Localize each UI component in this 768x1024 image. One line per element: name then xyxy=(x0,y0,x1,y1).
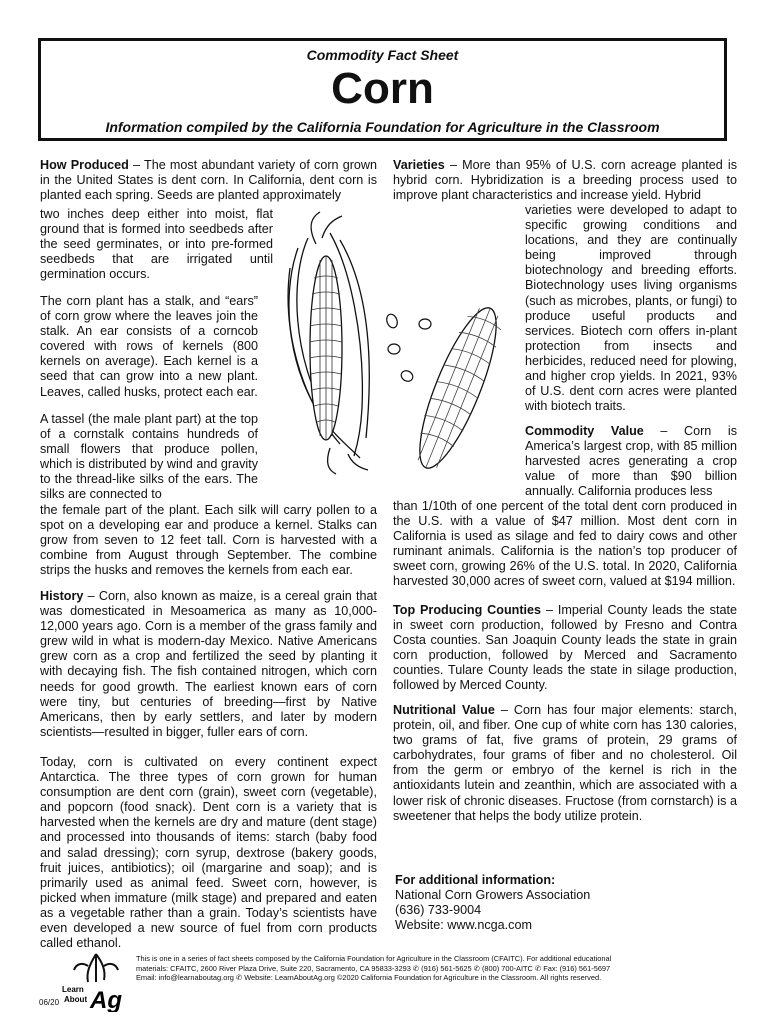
varieties-intro xyxy=(393,158,737,203)
additional-phone: (636) 733-9004 xyxy=(395,903,482,918)
nutritional-text: – Corn has four major elements: starch, protein, oil, and fiber. One cup of white corn has 130 calories, two grams of fat, five grams of protein, 29 grams of carbohydrates, four grams of fiber and no cholesterol. Oil from the germ or embryo of the kernel is rich in the antioxidants lutein and zeanthin, which are associated with a lower risk of chronic diseases. Fructose (from cornstarch) is a sweetener that helps the body utilize protein. xyxy=(393,703,737,823)
footer-line-2: materials: CFAITC, 2600 River Plaza Drive, Suite 220, Sacramento, CA 95833-3293 ✆ (916) 561-5625 ✆ (800) 700-AITC ✆ Fax: (916) 561-5697 xyxy=(136,963,611,973)
history-heading: History xyxy=(40,589,84,603)
how-produced-intro xyxy=(40,158,377,203)
history-text: – Corn, also known as maize, is a cereal grain that was domesticated in Mesoamerica as many as 10,000-12,000 years ago. Corn is a member of the grass family and grew wild in what is modern-day Mexico. Native Americans grew corn as a crop and fertilized the seed by planting it with decaying fish. The fish contained nitrogen, which corn needs for good growth. The earliest known ears of corn were tiny, but centuries of breeding—first by Native Americans, then by early settlers, and later by modern scientists—resulted in bigger, fuller ears of corn. xyxy=(40,589,377,739)
commodity-value-cont: than 1/10th of one percent of the total dent corn produced in the U.S. with a value of $47 million. Most dent corn in California is used as silage and fed to dairy cows and other ruminant animals. California is the nation’s top producer of sweet corn, growing 26% of the U.S. total. In 2020, California harvested 30,000 acres of sweet corn, valued at $194 million. xyxy=(393,499,737,589)
footer-text xyxy=(136,954,736,983)
varieties-text-narrow: varieties were developed to adapt to specific growing conditions and locations, and they are continually being improved through biotechnology and breeding efforts. Biotechnology uses living organisms (such as microbes, plants, or fungi) to produce useful products and services. Biotech corn offers in-plant protection from insects and herbicides, reduced need for plowing, and higher crop yields. In 2021, 93% of U.S. dent corn acres were planted with biotech traits. xyxy=(525,203,737,414)
additional-info xyxy=(395,873,590,933)
top-counties-paragraph xyxy=(393,603,737,694)
additional-org: National Corn Growers Association xyxy=(395,888,591,903)
how-produced-text: – The most abundant variety of corn grown in the United States is dent corn. In California, dent corn is planted each spring. Seeds are planted approximately xyxy=(40,158,378,203)
nutritional-heading: Nutritional Value xyxy=(393,703,495,717)
top-counties-text: – Imperial County leads the state in sweet corn production, followed by Fresno and Contra Costa counties. San Joaquin County leads the state in grain corn production, followed by Merced and Sacramento counties. Tulare County leads the state in silage production, followed by Merced County. xyxy=(393,603,737,693)
varieties-text: – More than 95% of U.S. corn acreage planted is hybrid corn. Hybridization is a breeding process used to improve plant characteristics and increase yield. Hybrid xyxy=(393,158,737,203)
learn-about-ag-logo xyxy=(60,952,130,1012)
header-info: Information compiled by the California Foundation for Agriculture in the Classroom xyxy=(105,119,660,135)
today-paragraph: Today, corn is cultivated on every continent expect Antarctica. The three types of corn grown for human consumption are dent corn (grain), sweet corn (vegetable), and popcorn (food snack). Dent corn is a variety that is harvested when the kernels are dry and mature (dent stage) and processed into thousands of items: starch (baby food and salad dressing); corn syrup, dextrose (bakery goods, fruit juices, antibiotics); oil (margarine and soap); and is primarily used as animal feed. Sweet corn, however, is picked when immature (milk stage) and prepared and eaten as a vegetable rather than a grain. Today’s scientists have even developed a new source of fuel from corn products called ethanol. xyxy=(40,755,377,951)
commodity-value-heading: Commodity Value xyxy=(525,424,644,438)
corn-illustration xyxy=(270,208,516,476)
top-counties-heading: Top Producing Counties xyxy=(393,603,542,617)
footer-line-1: This is one in a series of fact sheets composed by the California Foundation for Agriculture in the Classroom (CFAITC). For additional educational xyxy=(136,954,612,963)
fact-sheet-subtitle: Commodity Fact Sheet xyxy=(306,47,459,63)
tassel-paragraph: A tassel (the male plant part) at the top of a cornstalk contains hundreds of small flowers that produce pollen, which is distributed by wind and gravity to the thread-like silks of the ears. The silks are connected to xyxy=(40,412,258,502)
corn-kernels-icon xyxy=(385,313,431,384)
additional-info-heading: For additional information: xyxy=(395,873,556,887)
logo-text-about: About xyxy=(64,995,88,1004)
how-produced-text-narrow: two inches deep either into moist, flat ground that is formed into seedbeds after the seed germinates, or into pre-formed seedbeds that are irrigated until germination occurs. xyxy=(40,207,273,282)
tassel-paragraph-cont: the female part of the plant. Each silk will carry pollen to a spot on a developing ear and produce a kernel. Stalks can grow from seven to 12 feet tall. Corn is harvested with a combine from August through September. The combine strips the husks and removes the kernels from each ear. xyxy=(40,503,377,578)
nutritional-paragraph xyxy=(393,703,737,824)
husked-corn-ear-icon xyxy=(288,212,369,474)
varieties-heading: Varieties xyxy=(393,158,445,172)
footer-line-3: Email: info@learnaboutag.org ✆ Website: LearnAboutAg.org ©2020 California Foundation for Agriculture in the Classroom. All rights reserved. xyxy=(136,973,602,983)
publication-date: 06/20 xyxy=(39,998,60,1007)
commodity-value-intro xyxy=(525,424,737,499)
corn-plant-paragraph: The corn plant has a stalk, and “ears” of corn grow where the leaves join the stalk. An ear consists of a corncob covered with rows of kernels (800 kernels on average). Each kernel is a seed that can grow into a new plant. Leaves, called husks, protect each ear. xyxy=(40,294,258,399)
logo-text-ag: Ag xyxy=(90,987,122,1012)
additional-website: Website: www.ncga.com xyxy=(395,918,532,933)
how-produced-heading: How Produced xyxy=(40,158,129,172)
history-paragraph xyxy=(40,589,377,740)
commodity-value-text: – Corn is America’s largest crop, with 85 million harvested acres generating a crop value of more than $90 billion annually. California produces less xyxy=(525,424,737,499)
header-box xyxy=(38,38,727,141)
logo-text-learn: Learn xyxy=(62,985,84,994)
page-title: Corn xyxy=(331,64,434,113)
